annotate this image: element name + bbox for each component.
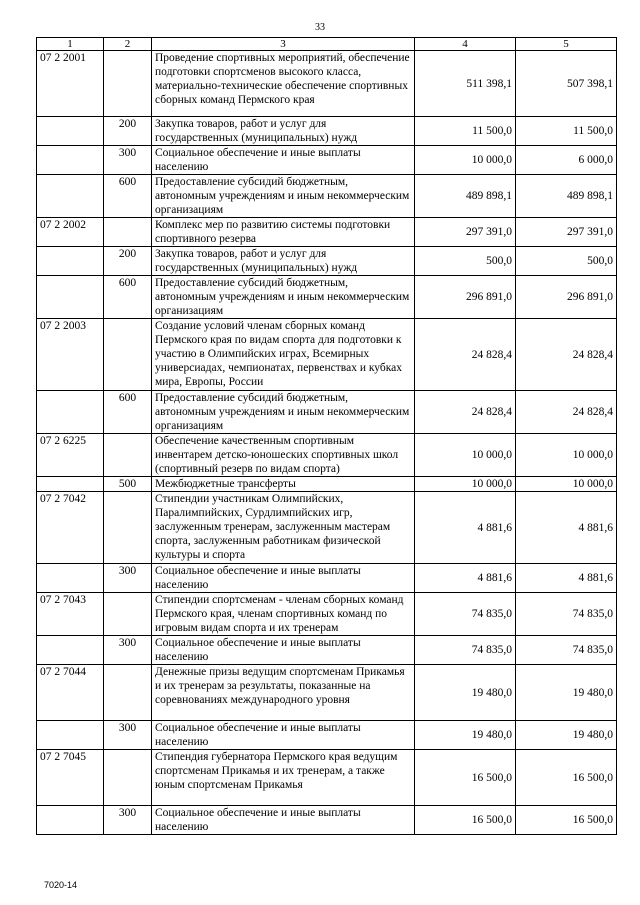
table-row	[37, 593, 617, 636]
expense-type-code	[104, 492, 152, 564]
amount-year-1: 4 881,6	[415, 564, 516, 593]
table-row	[37, 477, 617, 492]
item-name: Закупка товаров, работ и услуг для государственных (муниципальных) нужд	[152, 117, 415, 146]
expense-type-code: 300	[104, 636, 152, 665]
amount-year-2: 507 398,1	[516, 51, 617, 117]
target-article-code	[37, 564, 104, 593]
table-row	[37, 117, 617, 146]
expense-type-code: 300	[104, 146, 152, 175]
amount-year-2: 489 898,1	[516, 175, 617, 218]
item-name: Стипендии участникам Олимпийских, Паралимпийских, Сурдлимпийских игр, заслуженным тренерам, заслуженным мастерам спорта, заслуженным работникам физической культуры и спорта	[152, 492, 415, 564]
expense-type-code: 600	[104, 175, 152, 218]
target-article-code	[37, 175, 104, 218]
amount-year-2: 24 828,4	[516, 391, 617, 434]
header-col-1: 1	[37, 38, 104, 51]
footer-code: 7020-14	[44, 880, 78, 890]
expense-type-code	[104, 51, 152, 117]
target-article-code	[37, 477, 104, 492]
item-name: Социальное обеспечение и иные выплаты населению	[152, 146, 415, 175]
amount-year-2: 24 828,4	[516, 319, 617, 391]
item-name: Предоставление субсидий бюджетным, автономным учреждениям и иным некоммерческим организациям	[152, 391, 415, 434]
table-row	[37, 492, 617, 564]
amount-year-2: 19 480,0	[516, 665, 617, 721]
header-row	[37, 38, 617, 51]
amount-year-2: 19 480,0	[516, 721, 617, 750]
item-name: Обеспечение качественным спортивным инвентарем детско-юношеских спортивных школ (спортивный резерв по видам спорта)	[152, 434, 415, 477]
amount-year-2: 16 500,0	[516, 750, 617, 806]
table-row	[37, 175, 617, 218]
amount-year-1: 24 828,4	[415, 391, 516, 434]
header-col-5: 5	[516, 38, 617, 51]
amount-year-2: 10 000,0	[516, 434, 617, 477]
target-article-code	[37, 247, 104, 276]
expense-type-code: 300	[104, 564, 152, 593]
item-name: Межбюджетные трансферты	[152, 477, 415, 492]
amount-year-1: 10 000,0	[415, 477, 516, 492]
target-article-code	[37, 721, 104, 750]
target-article-code: 07 2 7045	[37, 750, 104, 806]
header-col-4: 4	[415, 38, 516, 51]
expense-type-code: 600	[104, 276, 152, 319]
expense-type-code	[104, 218, 152, 247]
expense-type-code: 500	[104, 477, 152, 492]
amount-year-1: 500,0	[415, 247, 516, 276]
budget-table	[36, 37, 617, 835]
target-article-code	[37, 276, 104, 319]
amount-year-1: 297 391,0	[415, 218, 516, 247]
target-article-code	[37, 806, 104, 835]
table-row	[37, 276, 617, 319]
amount-year-1: 296 891,0	[415, 276, 516, 319]
amount-year-1: 16 500,0	[415, 750, 516, 806]
item-name: Комплекс мер по развитию системы подготовки спортивного резерва	[152, 218, 415, 247]
expense-type-code	[104, 665, 152, 721]
table-row	[37, 636, 617, 665]
target-article-code: 07 2 6225	[37, 434, 104, 477]
target-article-code	[37, 391, 104, 434]
amount-year-1: 19 480,0	[415, 721, 516, 750]
table-row	[37, 146, 617, 175]
header-col-3: 3	[152, 38, 415, 51]
page-number: 33	[315, 22, 325, 33]
table-row	[37, 51, 617, 117]
amount-year-2: 4 881,6	[516, 564, 617, 593]
expense-type-code: 300	[104, 721, 152, 750]
item-name: Стипендии спортсменам - членам сборных команд Пермского края, членам спортивных команд по игровым видам спорта и их тренерам	[152, 593, 415, 636]
expense-type-code	[104, 593, 152, 636]
target-article-code	[37, 117, 104, 146]
target-article-code: 07 2 7044	[37, 665, 104, 721]
target-article-code: 07 2 2003	[37, 319, 104, 391]
amount-year-2: 6 000,0	[516, 146, 617, 175]
target-article-code	[37, 146, 104, 175]
item-name: Предоставление субсидий бюджетным, автономным учреждениям и иным некоммерческим организациям	[152, 276, 415, 319]
item-name: Закупка товаров, работ и услуг для государственных (муниципальных) нужд	[152, 247, 415, 276]
amount-year-1: 74 835,0	[415, 593, 516, 636]
expense-type-code: 200	[104, 247, 152, 276]
target-article-code	[37, 636, 104, 665]
amount-year-2: 74 835,0	[516, 636, 617, 665]
item-name: Социальное обеспечение и иные выплаты населению	[152, 636, 415, 665]
amount-year-1: 19 480,0	[415, 665, 516, 721]
amount-year-2: 296 891,0	[516, 276, 617, 319]
amount-year-1: 74 835,0	[415, 636, 516, 665]
expense-type-code	[104, 319, 152, 391]
table-row	[37, 564, 617, 593]
amount-year-1: 4 881,6	[415, 492, 516, 564]
table-row	[37, 665, 617, 721]
item-name: Создание условий членам сборных команд Пермского края по видам спорта для подготовки к участию в Олимпийских играх, Всемирных универсиадах, чемпионатах, первенствах и кубках мира, Европы, России	[152, 319, 415, 391]
amount-year-1: 24 828,4	[415, 319, 516, 391]
item-name: Денежные призы ведущим спортсменам Прикамья и их тренерам за результаты, показанные на соревнованиях международного уровня	[152, 665, 415, 721]
target-article-code: 07 2 7042	[37, 492, 104, 564]
item-name: Проведение спортивных мероприятий, обеспечение подготовки спортсменов высокого класса, материально-технические обеспечение спортивных сборных команд Пермского края	[152, 51, 415, 117]
expense-type-code: 600	[104, 391, 152, 434]
table-row	[37, 218, 617, 247]
expense-type-code	[104, 434, 152, 477]
table-row	[37, 247, 617, 276]
amount-year-2: 10 000,0	[516, 477, 617, 492]
item-name: Социальное обеспечение и иные выплаты населению	[152, 721, 415, 750]
amount-year-2: 74 835,0	[516, 593, 617, 636]
item-name: Социальное обеспечение и иные выплаты населению	[152, 806, 415, 835]
header-col-2: 2	[104, 38, 152, 51]
amount-year-1: 16 500,0	[415, 806, 516, 835]
item-name: Социальное обеспечение и иные выплаты населению	[152, 564, 415, 593]
amount-year-2: 297 391,0	[516, 218, 617, 247]
amount-year-1: 10 000,0	[415, 434, 516, 477]
target-article-code: 07 2 2002	[37, 218, 104, 247]
table-row	[37, 750, 617, 806]
table-row	[37, 806, 617, 835]
amount-year-1: 489 898,1	[415, 175, 516, 218]
amount-year-1: 11 500,0	[415, 117, 516, 146]
table-row	[37, 391, 617, 434]
target-article-code: 07 2 2001	[37, 51, 104, 117]
item-name: Предоставление субсидий бюджетным, автономным учреждениям и иным некоммерческим организациям	[152, 175, 415, 218]
amount-year-1: 10 000,0	[415, 146, 516, 175]
item-name: Стипендия губернатора Пермского края ведущим спортсменам Прикамья и их тренерам, а также юным спортсменам Прикамья	[152, 750, 415, 806]
table-row	[37, 721, 617, 750]
table-row	[37, 319, 617, 391]
table-row	[37, 434, 617, 477]
amount-year-2: 500,0	[516, 247, 617, 276]
amount-year-2: 4 881,6	[516, 492, 617, 564]
amount-year-2: 16 500,0	[516, 806, 617, 835]
amount-year-2: 11 500,0	[516, 117, 617, 146]
expense-type-code: 300	[104, 806, 152, 835]
expense-type-code	[104, 750, 152, 806]
expense-type-code: 200	[104, 117, 152, 146]
amount-year-1: 511 398,1	[415, 51, 516, 117]
target-article-code: 07 2 7043	[37, 593, 104, 636]
